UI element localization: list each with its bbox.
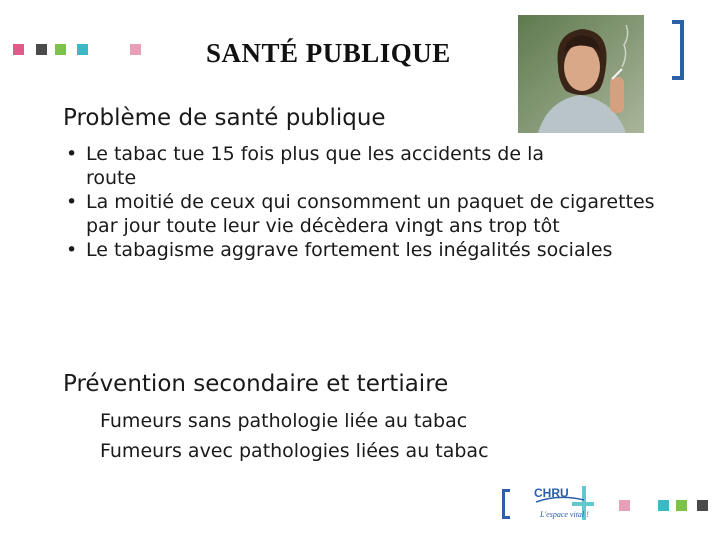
deco-square: [55, 44, 66, 55]
list-item: Fumeurs avec pathologies liées au tabac: [100, 440, 489, 462]
deco-square: [77, 44, 88, 55]
bullet-dot: •: [66, 143, 78, 165]
deco-square: [697, 500, 708, 511]
deco-square: [619, 500, 630, 511]
list-item: [66, 142, 586, 190]
section-heading-problem: Problème de santé publique: [63, 105, 386, 131]
deco-square: [130, 44, 141, 55]
section-heading-prevention: Prévention secondaire et tertiaire: [63, 371, 449, 397]
prevention-list: [100, 406, 489, 466]
bullet-dot: •: [66, 239, 78, 261]
deco-square: [676, 500, 687, 511]
slide-title: SANTÉ PUBLIQUE: [206, 38, 451, 68]
deco-square: [36, 44, 47, 55]
bullet-list: [66, 142, 676, 262]
logo-bracket-decoration: [502, 489, 510, 519]
right-bracket-decoration: [672, 20, 684, 80]
bullet-dot: •: [66, 191, 78, 213]
logo-name: CHRU: [534, 486, 569, 500]
list-item: Fumeurs sans pathologie liée au tabac: [100, 410, 468, 432]
logo-tagline: L'espace vital !: [540, 510, 589, 519]
chru-logo: [528, 480, 608, 528]
list-item: [66, 190, 686, 238]
deco-square: [13, 44, 24, 55]
list-item: [66, 238, 686, 262]
bullet-text: La moitié de ceux qui consomment un paquet de cigarettes par jour toute leur vie décèdera vingt ans trop tôt: [86, 191, 655, 237]
bullet-text: Le tabagisme aggrave fortement les inégalités sociales: [86, 239, 613, 261]
bullet-text: Le tabac tue 15 fois plus que les accidents de la route: [86, 143, 544, 189]
woman-smoking-photo: [518, 15, 644, 133]
deco-square: [658, 500, 669, 511]
